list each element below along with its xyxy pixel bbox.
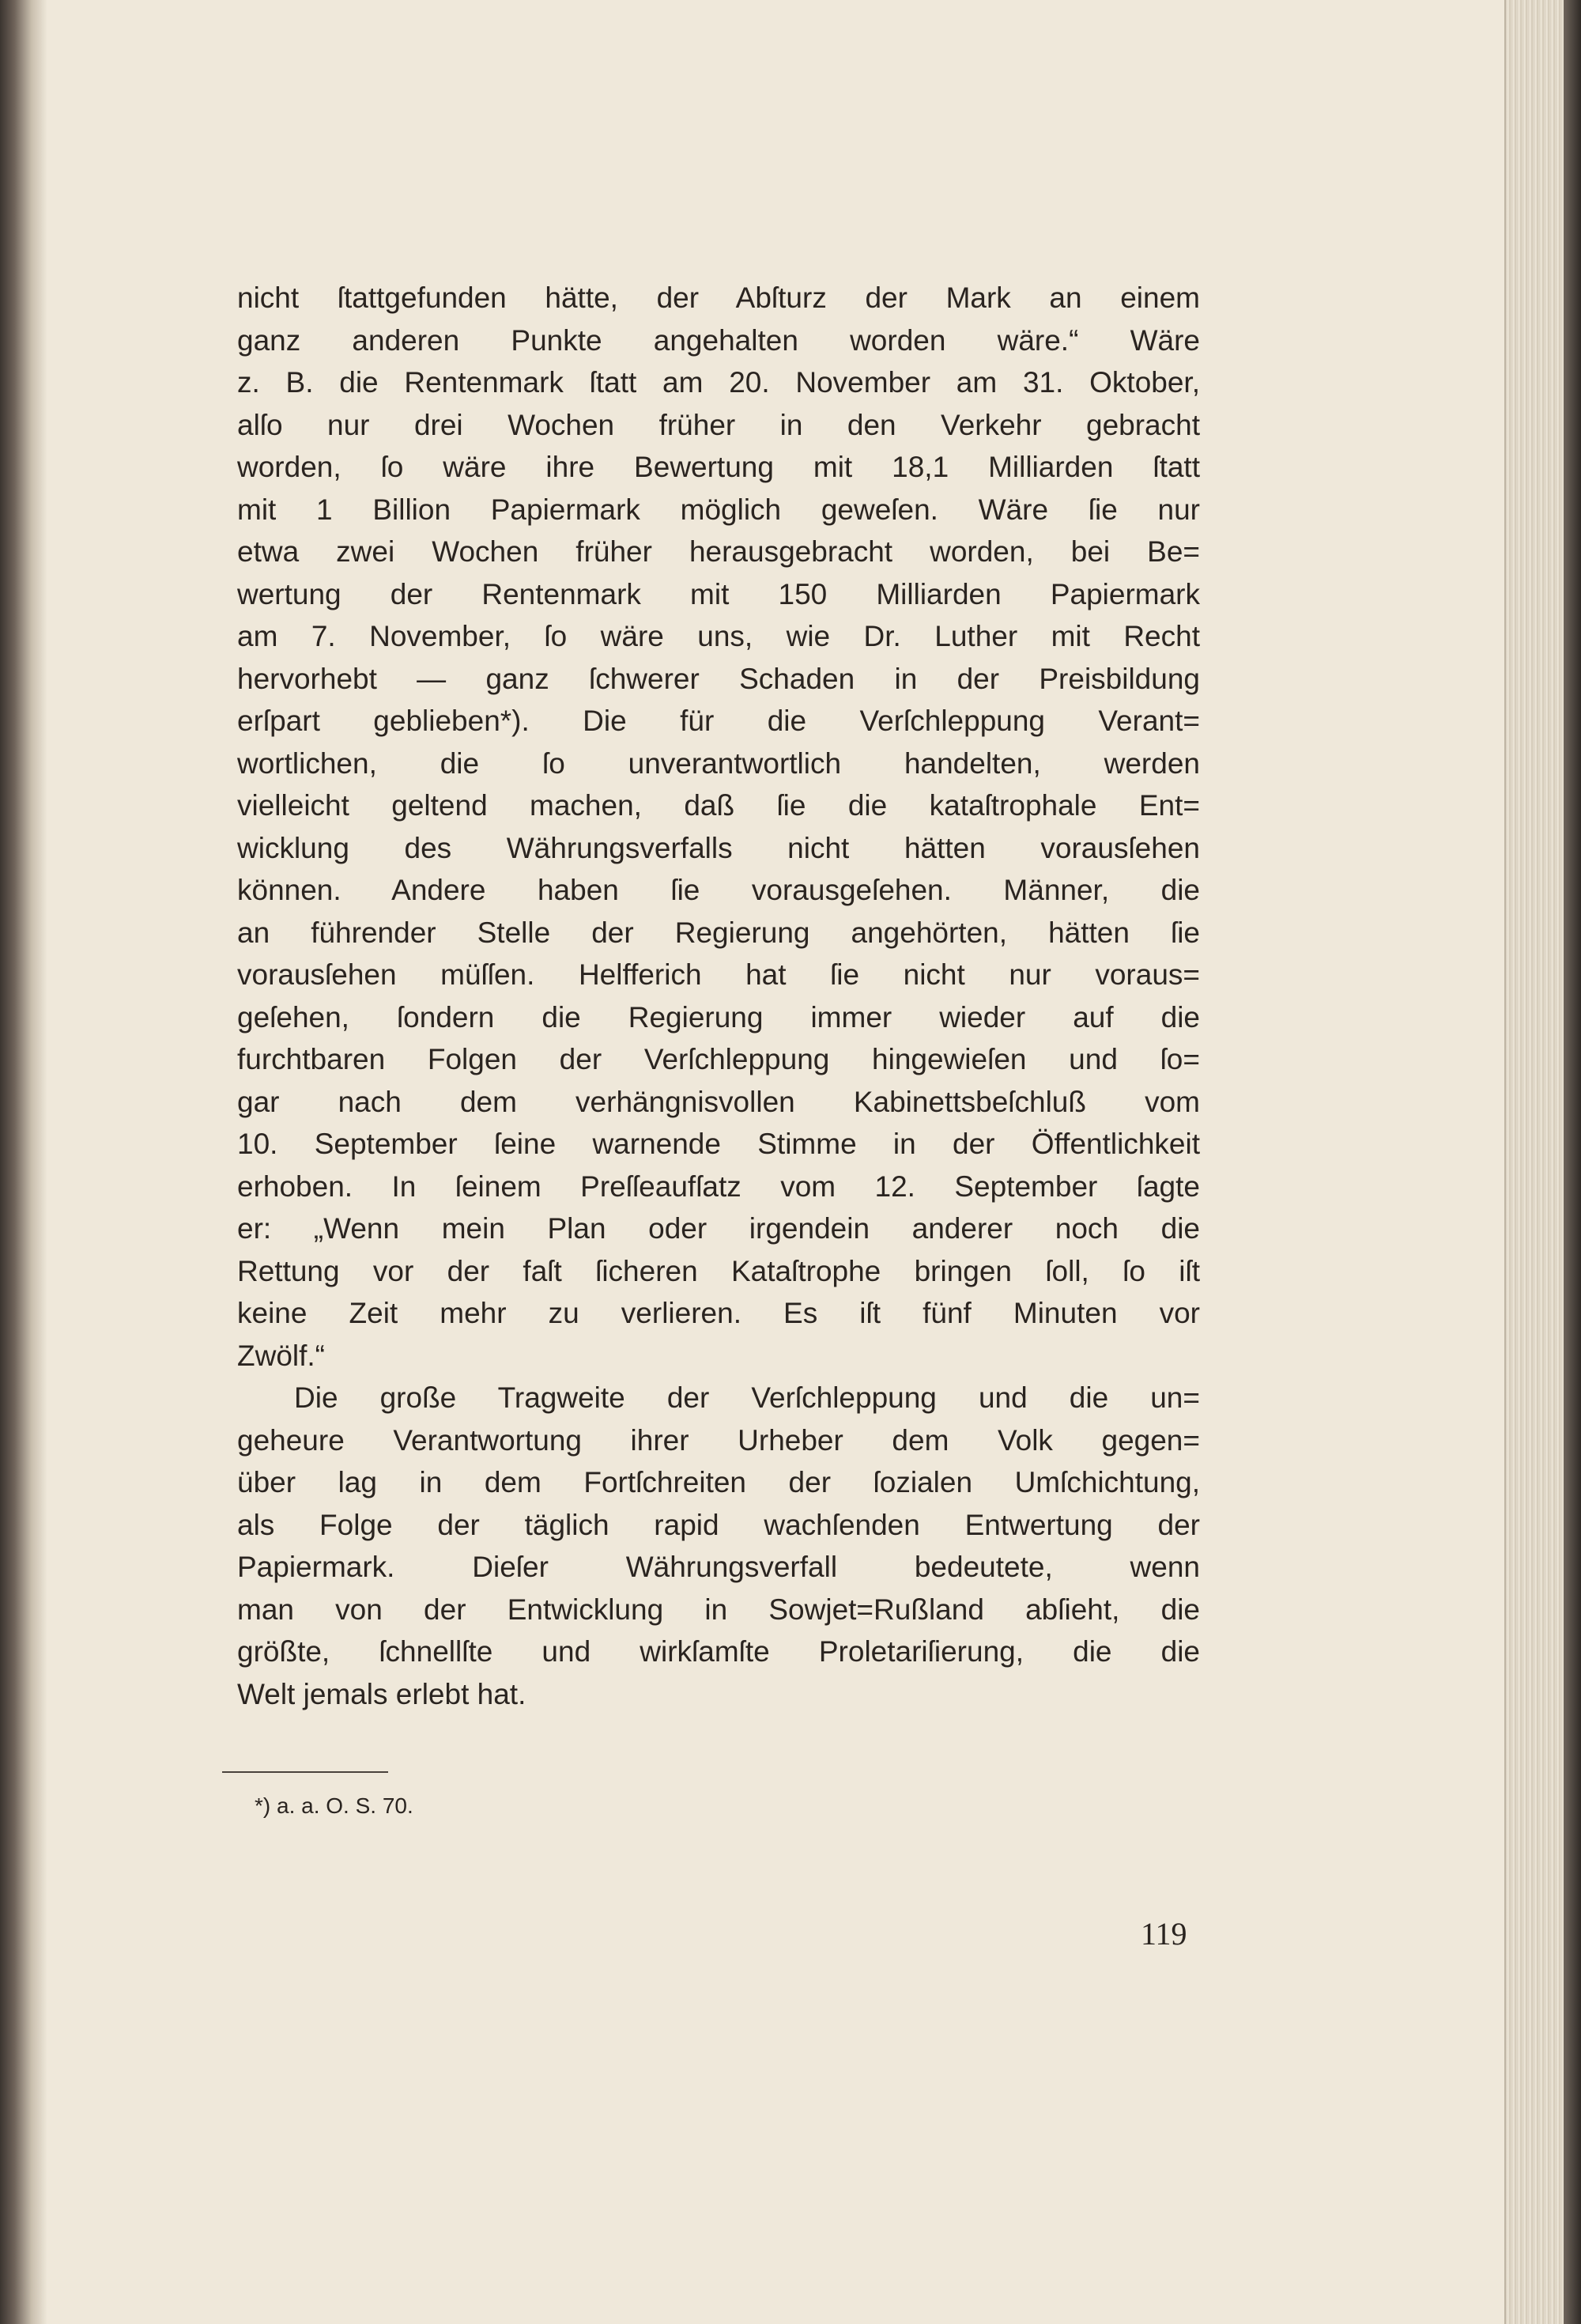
text-line: wortlichen, die ſo unverantwortlich handelten, werden <box>237 746 1200 780</box>
text-line: vielleicht geltend machen, daß ſie die kataſtrophale Ent= <box>237 789 1200 822</box>
text-line: ganz anderen Punkte angehalten worden wäre.“ Wäre <box>237 323 1200 357</box>
book-gutter <box>0 0 47 2324</box>
text-line: keine Zeit mehr zu verlieren. Es iſt fünf Minuten vor <box>237 1297 1200 1329</box>
text-line: hervorhebt — ganz ſchwerer Schaden in der Preisbildung <box>237 662 1200 695</box>
page-number: 119 <box>1141 1916 1187 1952</box>
text-line: Rettung vor der faſt ſicheren Kataſtrophe bringen ſoll, ſo iſt <box>237 1254 1200 1287</box>
text-line: furchtbaren Folgen der Verſchleppung hingewieſen und ſo= <box>237 1043 1200 1075</box>
text-line: am 7. November, ſo wäre uns, wie Dr. Luther mit Recht <box>237 620 1200 652</box>
text-line: alſo nur drei Wochen früher in den Verkehr gebracht <box>237 408 1200 441</box>
text-line: 10. September ſeine warnende Stimme in der Öffentlichkeit <box>237 1128 1200 1160</box>
text-line: geheure Verantwortung ihrer Urheber dem Volk gegen= <box>237 1423 1200 1457</box>
text-line: geſehen, ſondern die Regierung immer wieder auf die <box>237 1000 1200 1034</box>
footnote-rule <box>222 1771 388 1773</box>
text-line: Welt jemals erlebt hat. <box>237 1677 526 1710</box>
text-line: erſpart geblieben*). Die für die Verſchleppung Verant= <box>237 705 1200 737</box>
text-line: über lag in dem Fortſchreiten der ſozialen Umſchichtung, <box>237 1466 1200 1498</box>
text-line: Papiermark. Dieſer Währungsverfall bedeutete, wenn <box>237 1551 1200 1583</box>
book-cover-edge <box>1564 0 1581 2324</box>
text-line: wertung der Rentenmark mit 150 Milliarden Papiermark <box>237 577 1200 610</box>
text-line: z. B. die Rentenmark ſtatt am 20. November am 31. Oktober, <box>237 366 1200 399</box>
text-line: als Folge der täglich rapid wachſenden Entwertung der <box>237 1508 1200 1541</box>
text-line: man von der Entwicklung in Sowjet=Rußland abſieht, die <box>237 1593 1200 1626</box>
text-line: mit 1 Billion Papiermark möglich geweſen. Wäre ſie nur <box>237 493 1200 526</box>
text-line: gar nach dem verhängnisvollen Kabinettsbeſchluß vom <box>237 1085 1200 1118</box>
text-line: an führender Stelle der Regierung angehörten, hätten ſie <box>237 916 1200 949</box>
text-line: vorausſehen müſſen. Helfferich hat ſie nicht nur voraus= <box>237 958 1200 991</box>
paragraph <box>237 1377 1200 1715</box>
text-line: er: „Wenn mein Plan oder irgendein anderer noch die <box>237 1212 1200 1245</box>
text-line: Die große Tragweite der Verſchleppung und die un= <box>294 1381 1200 1414</box>
text-line: etwa zwei Wochen früher herausgebracht worden, bei Be= <box>237 535 1200 568</box>
body-text <box>237 277 1200 1715</box>
text-line: erhoben. In ſeinem Preſſeaufſatz vom 12. September ſagte <box>237 1170 1200 1203</box>
text-line: können. Andere haben ſie vorausgeſehen. Männer, die <box>237 874 1200 906</box>
paragraph <box>237 277 1200 1377</box>
text-line: nicht ſtattgefunden hätte, der Abſturz der Mark an einem <box>237 282 1200 314</box>
text-line: Zwölf.“ <box>237 1339 325 1372</box>
text-line: worden, ſo wäre ihre Bewertung mit 18,1 Milliarden ſtatt <box>237 451 1200 483</box>
footnote: *) a. a. O. S. 70. <box>255 1793 413 1818</box>
text-line: wicklung des Währungsverfalls nicht hätten vorausſehen <box>237 831 1200 864</box>
text-line: größte, ſchnellſte und wirkſamſte Proletariſierung, die die <box>237 1635 1200 1668</box>
